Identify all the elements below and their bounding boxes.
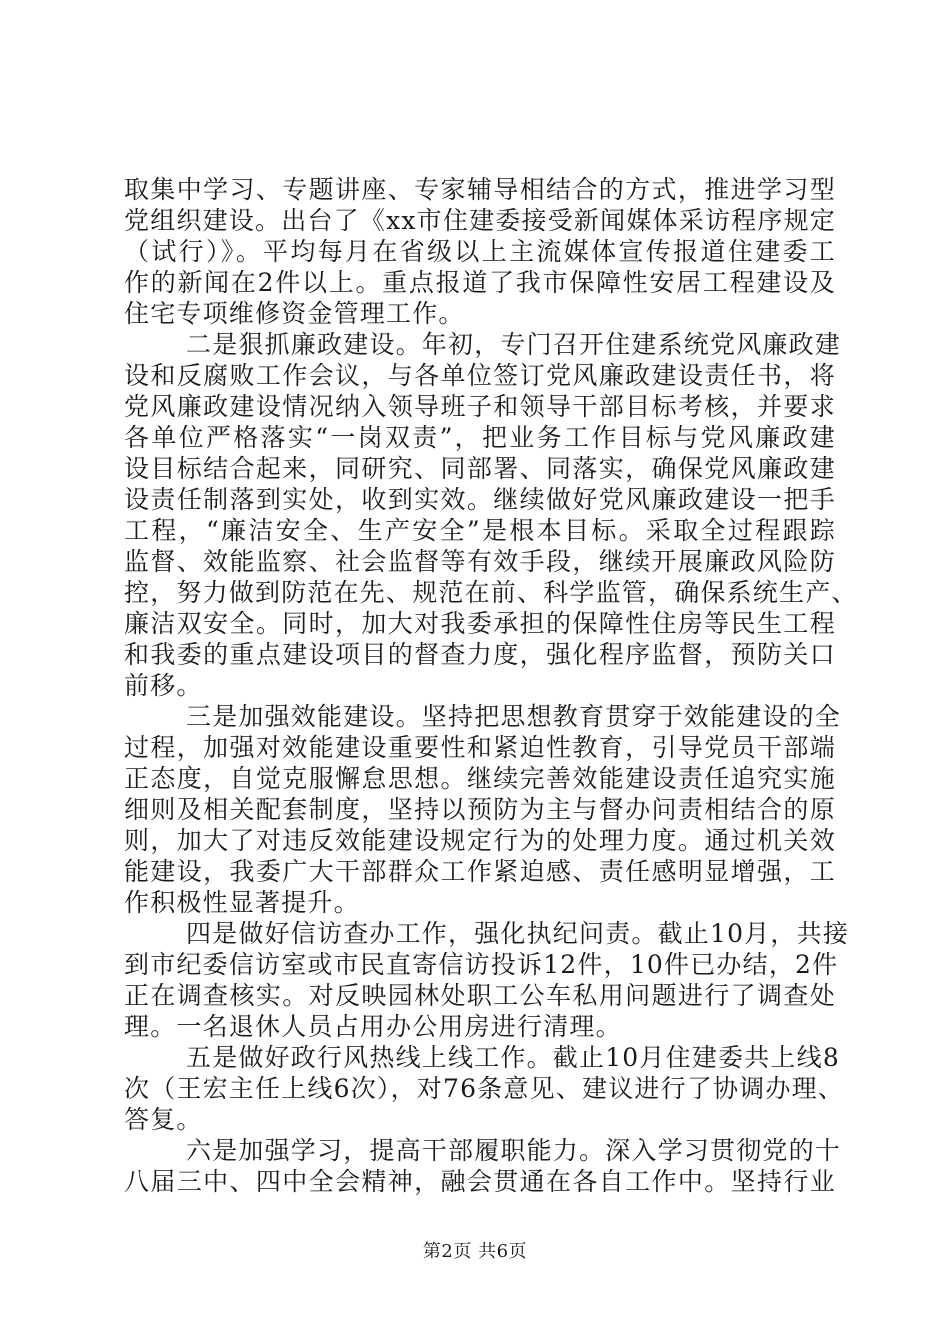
text-line: 作积极性显著提升。 [124,888,360,917]
text-line: 党风廉政建设情况纳入领导班子和领导干部目标考核，并要求 [124,392,836,421]
text-line: 则，加大了对违反效能建设规定行为的处理力度。通过机关效 [124,826,836,855]
text-line: 工程，“廉洁安全、生产安全”是根本目标。采取全过程跟踪 [124,516,836,545]
text-line: 答复。 [124,1105,203,1134]
text-line: 细则及相关配套制度，坚持以预防为主与督办问责相结合的原 [124,795,836,824]
text-line: 和我委的重点建设项目的督查力度，强化程序监督，预防关口 [124,640,836,669]
text-line: 设目标结合起来，同研究、同部署、同落实，确保党风廉政建 [124,454,836,483]
text-line: 廉洁双安全。同时，加大对我委承担的保障性住房等民生工程 [124,609,836,638]
text-line: 能建设，我委广大干部群众工作紧迫感、责任感明显增强，工 [124,857,836,886]
page-footer: 第2页 共6页 [422,1241,528,1262]
text-line: 三是加强效能建设。坚持把思想教育贯穿于效能建设的全 [186,702,842,731]
text-line: （试行）》。平均每月在省级以上主流媒体宣传报道住建委工 [124,237,836,266]
text-line: 作的新闻在2件以上。重点报道了我市保障性安居工程建设及 [124,268,836,297]
text-line: 设责任制落到实处，收到实效。继续做好党风廉政建设一把手 [124,485,836,514]
document-body [124,174,858,1197]
text-line: 六是加强学习，提高干部履职能力。深入学习贯彻党的十 [186,1136,842,1165]
text-line: 控，努力做到防范在先、规范在前、科学监管，确保系统生产、 [124,578,858,607]
text-line: 取集中学习、专题讲座、专家辅导相结合的方式，推进学习型 [124,175,836,204]
text-line: 二是狠抓廉政建设。年初，专门召开住建系统党风廉政建 [186,330,842,359]
text-line: 设和反腐败工作会议，与各单位签订党风廉政建设责任书，将 [124,361,836,390]
text-line: 前移。 [124,671,203,700]
text-line: 监督、效能监察、社会监督等有效手段，继续开展廉政风险防 [124,547,836,576]
text-line: 到市纪委信访室或市民直寄信访投诉12件，10件已办结，2件 [124,950,839,979]
text-line: 正在调查核实。对反映园林处职工公车私用问题进行了调查处 [124,981,836,1010]
text-line: 各单位严格落实“一岗双责”，把业务工作目标与党风廉政建 [124,423,836,452]
text-line: 住宅专项维修资金管理工作。 [124,299,465,328]
text-line: 理。一名退休人员占用办公用房进行清理。 [124,1012,622,1041]
text-line: 八届三中、四中全会精神，融会贯通在各自工作中。坚持行业 [124,1167,836,1196]
text-line: 过程，加强对效能建设重要性和紧迫性教育，引导党员干部端 [124,733,836,762]
text-line: 五是做好政行风热线上线工作。截止10月住建委共上线8 [186,1043,840,1072]
text-line: 次（王宏主任上线6次），对76条意见、建议进行了协调办理、 [124,1074,845,1103]
text-line: 正态度，自觉克服懈怠思想。继续完善效能建设责任追究实施 [124,764,836,793]
text-line: 四是做好信访查办工作，强化执纪问责。截止10月，共接 [186,919,850,948]
text-line: 党组织建设。出台了《xx市住建委接受新闻媒体采访程序规定 [124,206,836,235]
